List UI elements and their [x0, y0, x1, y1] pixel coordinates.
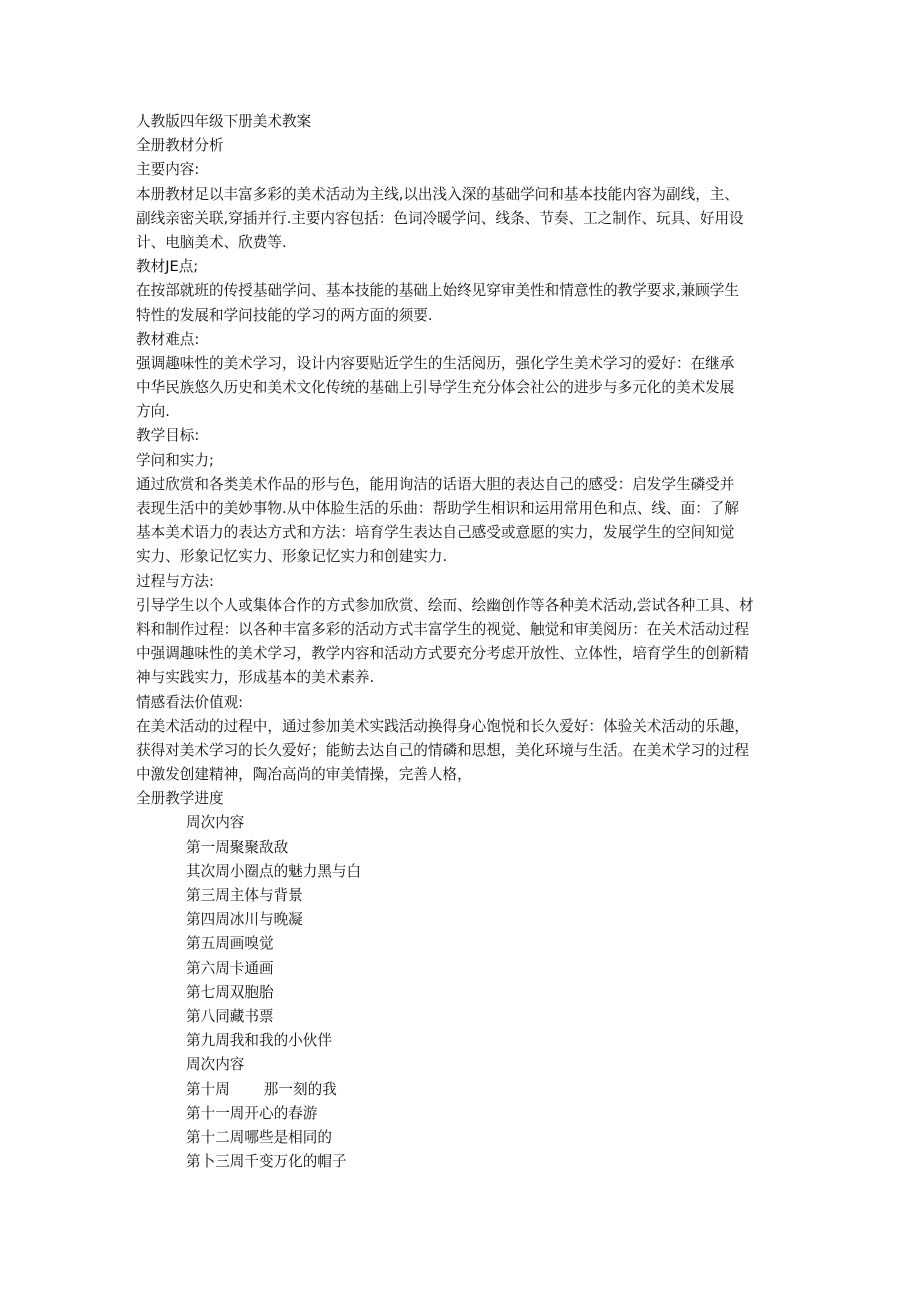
paragraph-line: 料和制作过程：以各种丰富多彩的活动方式丰富学生的视觉、触觉和审美阅历：在关术活动过程	[136, 620, 749, 638]
doc-title: 人教版四年级下册美术教案	[136, 113, 312, 130]
schedule-week: 第三周主体与背景	[186, 887, 303, 904]
schedule-week: 第十周	[186, 1080, 230, 1098]
schedule-week: 第一周聚聚敌敌	[186, 838, 289, 856]
analysis-heading: 全册教材分析	[136, 137, 224, 155]
values-paragraph	[136, 715, 788, 788]
schedule-item	[136, 1078, 788, 1102]
schedule-item	[136, 981, 788, 1005]
paragraph-line: 计、电脑美术、欣费等.	[136, 233, 287, 251]
schedule-topic: 那一刻的我	[263, 1080, 337, 1098]
paragraph-line: 表现生活中的美妙事物.从中体脸生活的乐曲：帮助学生相识和运用常用色和点、线、面：了解	[136, 500, 739, 517]
schedule-item	[136, 908, 788, 932]
paragraph-line: 副线亲密关联,穿插并行.主要内容包括：色词冷暖学问、线条、节奏、工之制作、玩具、好用设	[136, 209, 744, 227]
schedule-list	[136, 811, 788, 1174]
key-points-heading: 教材JE点;	[136, 258, 199, 276]
paragraph-line: 中强调趣味性的美术学习，教学内容和活动方式要充分考虑开放性、立体性，培育学生的创新精	[136, 645, 749, 663]
schedule-week: 第八同藏书票	[186, 1007, 274, 1025]
schedule-week: 第五周画嗅觉	[186, 935, 274, 953]
paragraph-line: 神与实践实力，形成基本的美术素养.	[136, 669, 375, 687]
main-content-heading: 主要内容:	[136, 161, 200, 179]
schedule-item	[136, 860, 788, 884]
knowledge-heading: 学问和实力;	[136, 451, 214, 469]
paragraph-line: 在美术活动的过程中，通过参加美术实践活动换得身心饱悦和长久爱好：体验关术活动的乐趣，	[136, 717, 749, 735]
schedule-item	[136, 1029, 788, 1053]
paragraph-line: 基本美术语力的表达方式和方法：培育学生表达自己感受或意愿的实力，发展学生的空间知觉	[136, 524, 735, 542]
paragraph-line: 强调趣味性的美术学习，设计内容要贴近学生的生活阅历，强化学生美术学习的爱好：在继承	[136, 354, 735, 372]
schedule-heading: 全册教学进度	[136, 790, 224, 808]
schedule-item	[136, 1053, 788, 1077]
paragraph-line: 通过欣赏和各类美术作品的形与色，能用询洁的话语大胆的表达自己的感受：启发学生磷受并	[136, 475, 735, 493]
schedule-week: 周次内容	[186, 1056, 245, 1074]
schedule-item	[136, 1126, 788, 1150]
schedule-week: 周次内容	[186, 814, 245, 832]
process-heading: 过程与方法:	[136, 572, 214, 590]
knowledge-paragraph	[136, 473, 788, 570]
key-points-paragraph	[136, 279, 788, 327]
main-content-paragraph	[136, 183, 788, 256]
schedule-week: 第九周我和我的小伙伴	[186, 1032, 332, 1050]
schedule-item	[136, 1005, 788, 1029]
goals-heading: 教学目标:	[136, 427, 200, 445]
process-paragraph	[136, 594, 788, 691]
schedule-item	[136, 932, 788, 956]
schedule-item	[136, 836, 788, 860]
schedule-item	[136, 1150, 788, 1174]
schedule-week: 第十二周哪些是相同的	[186, 1128, 332, 1146]
paragraph-line: 方向.	[136, 403, 170, 421]
schedule-item	[136, 957, 788, 981]
schedule-week: 第十一周开心的春游	[186, 1104, 318, 1122]
paragraph-line: 实力、形象记忆实力、形象记忆实力和创建实力.	[136, 548, 448, 566]
schedule-item	[136, 884, 788, 908]
paragraph-line: 中华民族悠久历史和美术文化传统的基础上引导学生充分体会社公的进步与多元化的美术发展	[136, 379, 735, 397]
schedule-week: 第七周双胞胎	[186, 983, 274, 1001]
paragraph-line: 获得对美术学习的长久爱好；能鲂去达自己的情磷和思想，美化环境与生活。在美术学习的过程	[136, 741, 749, 759]
schedule-item	[136, 811, 788, 835]
difficulties-paragraph	[136, 352, 788, 425]
difficulties-heading: 教材难点:	[136, 330, 200, 348]
schedule-week: 第六周卡通画	[186, 959, 274, 977]
schedule-week: 其次周小圈点的魅力黑与白	[186, 862, 362, 880]
values-heading: 情感看法价值观:	[136, 693, 244, 711]
paragraph-line: 本册教材足以丰富多彩的美术活动为主线,以出浅入深的基础学问和基本技能内容为副线，主、	[136, 185, 739, 203]
paragraph-line: 引导学生以个人或集体合作的方式参加欣赏、绘而、绘幽创作等各种美术活动,尝试各种工具、材	[136, 596, 754, 614]
schedule-item	[136, 1102, 788, 1126]
document-page	[136, 110, 788, 1174]
schedule-week: 第四周冰川与晚凝	[186, 911, 303, 929]
paragraph-line: 特性的发展和学问技能的学习的两方面的须要.	[136, 306, 433, 324]
schedule-week: 第卜三周千变万化的帽子	[186, 1153, 347, 1171]
paragraph-line: 中激发创建精神，陶冶高尚的审美情操，完善人格，	[136, 766, 472, 784]
paragraph-line: 在按部就班的传授基础学问、基本技能的基础上始终见穿审美性和情意性的教学要求,兼顾学生	[136, 282, 739, 300]
